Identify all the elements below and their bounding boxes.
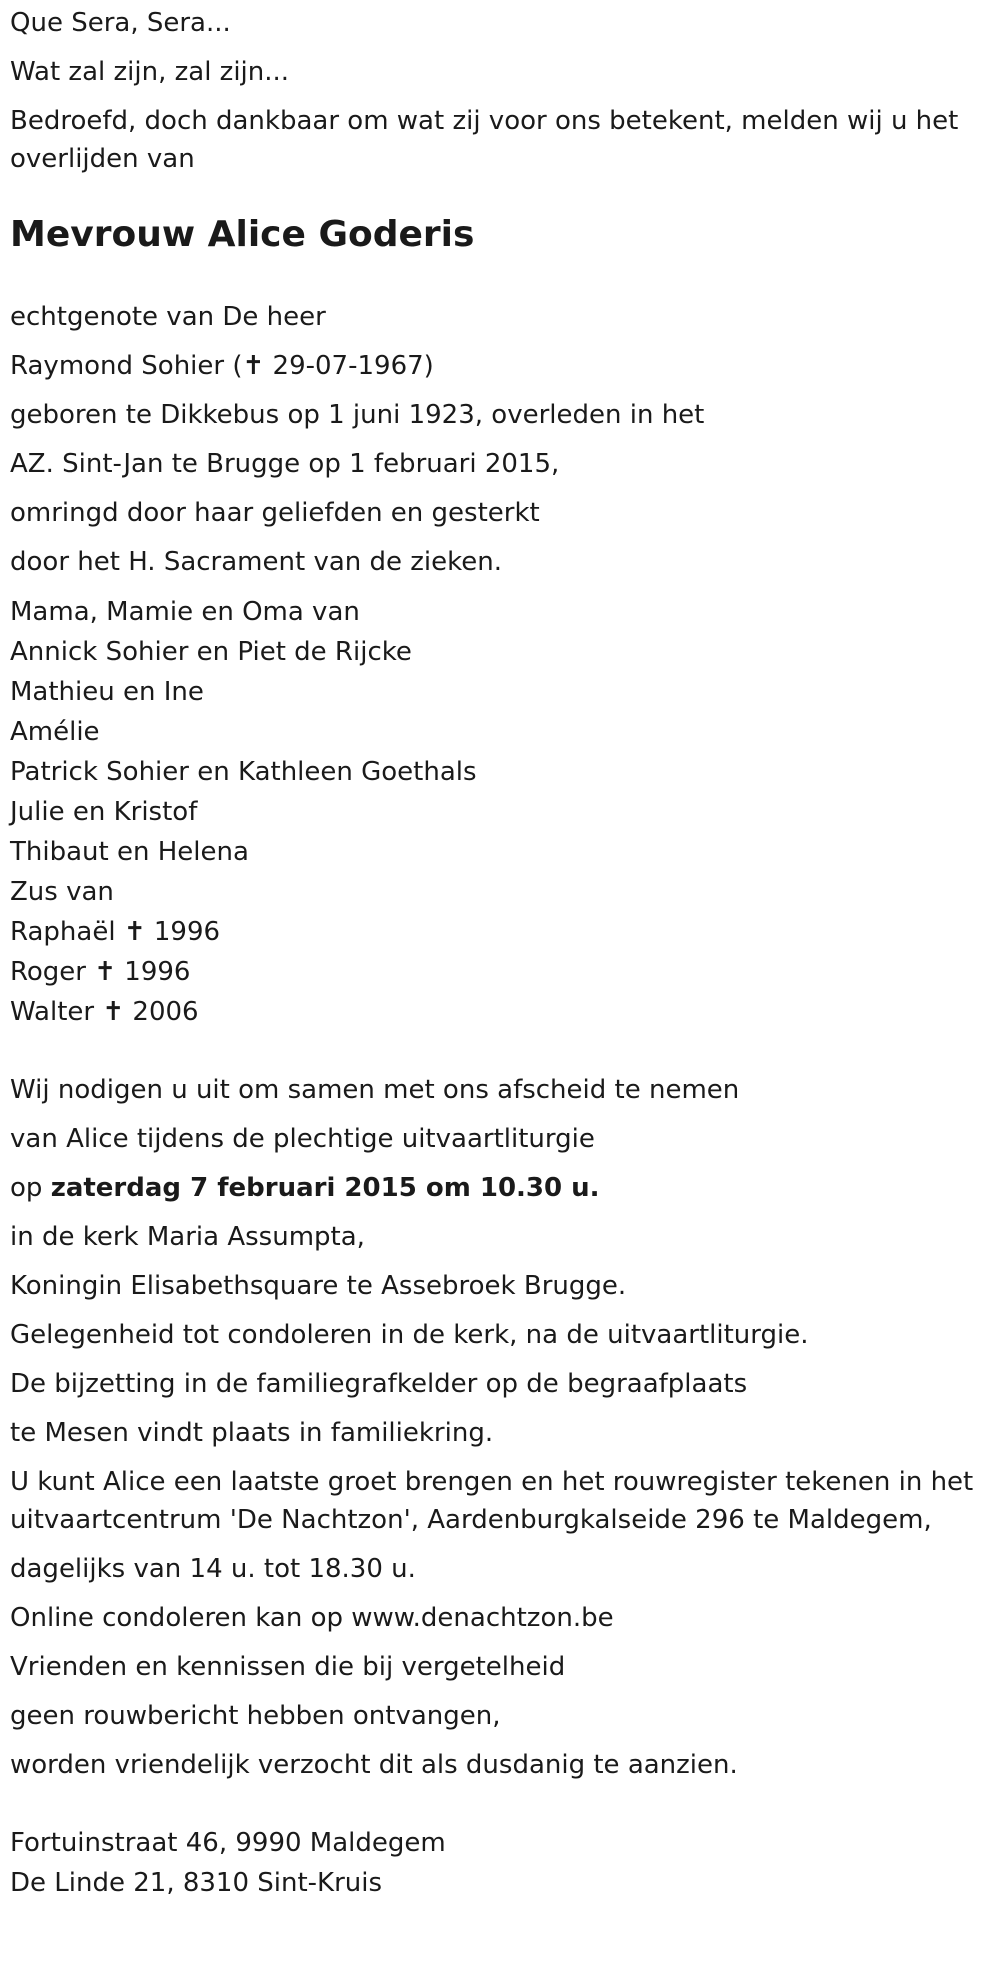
invite-burial: De bijzetting in de familiegrafkelder op de begraafplaats xyxy=(10,1369,748,1399)
address-item: De Linde 21, 8310 Sint-Kruis xyxy=(10,1868,383,1898)
invite-hours: dagelijks van 14 u. tot 18.30 u. xyxy=(10,1554,416,1584)
detail-surrounded: omringd door haar geliefden en gesterkt xyxy=(10,498,540,528)
invite-request: worden vriendelijk verzocht dit als dusdanig te aanzien. xyxy=(10,1750,738,1780)
family-item: Mathieu en Ine xyxy=(10,677,204,707)
address-item: Fortuinstraat 46, 9990 Maldegem xyxy=(10,1828,446,1858)
invite-friends: Vrienden en kennissen die bij vergetelheid xyxy=(10,1652,566,1682)
intro-announcement: Bedroefd, doch dankbaar om wat zij voor ons betekent, melden wij u het overlijden van xyxy=(10,106,959,174)
family-item: Roger ✝ 1996 xyxy=(10,957,191,987)
family-item: Julie en Kristof xyxy=(10,797,198,827)
invite-church: in de kerk Maria Assumpta, xyxy=(10,1222,365,1252)
invite-farewell: U kunt Alice een laatste groet brengen en het rouwregister tekenen in het uitvaartcentrum 'De Nachtzon', Aardenburgkalseide 296 te Maldegem, xyxy=(10,1467,974,1535)
invite-condolences: Gelegenheid tot condoleren in de kerk, na de uitvaartliturgie. xyxy=(10,1320,809,1350)
invite-burial-place: te Mesen vindt plaats in familiekring. xyxy=(10,1418,494,1448)
family-item: Walter ✝ 2006 xyxy=(10,997,199,1027)
detail-spouse: echtgenote van De heer xyxy=(10,302,326,332)
detail-birth: geboren te Dikkebus op 1 juni 1923, overleden in het xyxy=(10,400,705,430)
invite-online: Online condoleren kan op www.denachtzon.be xyxy=(10,1603,614,1633)
invite-line-1: Wij nodigen u uit om samen met ons afscheid te nemen xyxy=(10,1075,740,1105)
invite-date xyxy=(10,1169,990,1207)
detail-death: AZ. Sint-Jan te Brugge op 1 februari 2015, xyxy=(10,449,560,479)
family-item: Amélie xyxy=(10,717,100,747)
invite-date-bold: zaterdag 7 februari 2015 om 10.30 u. xyxy=(50,1173,600,1203)
intro-line-1: Que Sera, Sera... xyxy=(10,8,231,38)
detail-sacrament: door het H. Sacrament van de zieken. xyxy=(10,547,503,577)
family-item: Raphaël ✝ 1996 xyxy=(10,917,221,947)
address-list xyxy=(10,1823,1000,1903)
family-item: Zus van xyxy=(10,877,114,907)
family-item: Annick Sohier en Piet de Rijcke xyxy=(10,637,412,667)
family-item: Mama, Mamie en Oma van xyxy=(10,597,360,627)
family-list xyxy=(10,592,1000,1032)
intro-line-2: Wat zal zijn, zal zijn... xyxy=(10,57,290,87)
deceased-name: Mevrouw Alice Goderis xyxy=(10,214,475,255)
detail-spouse-name: Raymond Sohier (✝ 29-07-1967) xyxy=(10,351,434,381)
spacer xyxy=(10,1043,1000,1071)
invite-no-letter: geen rouwbericht hebben ontvangen, xyxy=(10,1701,501,1731)
invite-line-2: van Alice tijdens de plechtige uitvaartliturgie xyxy=(10,1124,595,1154)
invite-square: Koningin Elisabethsquare te Assebroek Brugge. xyxy=(10,1271,627,1301)
spacer xyxy=(10,1795,1000,1823)
family-item: Thibaut en Helena xyxy=(10,837,249,867)
family-item: Patrick Sohier en Kathleen Goethals xyxy=(10,757,477,787)
invite-date-prefix: op xyxy=(10,1173,51,1203)
